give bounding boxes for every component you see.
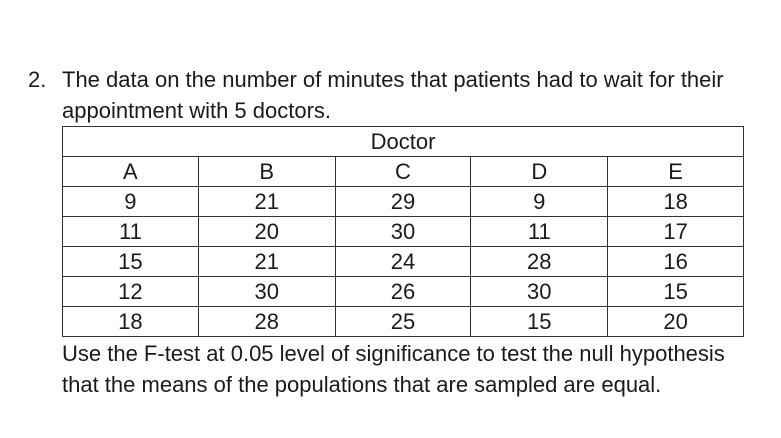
- table-cell: 26: [335, 277, 471, 307]
- column-header: A: [63, 157, 199, 187]
- table-cell: 20: [608, 307, 744, 337]
- table-cell: 20: [198, 217, 335, 247]
- table-cell: 28: [471, 247, 608, 277]
- table-cell: 9: [471, 187, 608, 217]
- table-cell: 15: [471, 307, 608, 337]
- table-cell: 15: [608, 277, 744, 307]
- table-row: [63, 277, 744, 307]
- table-row: [63, 217, 744, 247]
- problem-instruction: Use the F-test at 0.05 level of significance to test the null hypothesis that the means of the populations that are sampled are equal.: [62, 341, 725, 397]
- table-cell: 30: [471, 277, 608, 307]
- wait-time-table: [62, 126, 744, 337]
- column-header: C: [335, 157, 471, 187]
- table-cell: 18: [63, 307, 199, 337]
- column-header: E: [608, 157, 744, 187]
- group-header-doctor: Doctor: [63, 127, 744, 157]
- table-cell: 21: [198, 187, 335, 217]
- table-group-header-row: [63, 127, 744, 157]
- column-header: D: [471, 157, 608, 187]
- column-header: B: [198, 157, 335, 187]
- table-column-header-row: [63, 157, 744, 187]
- table-cell: 9: [63, 187, 199, 217]
- table-cell: 17: [608, 217, 744, 247]
- table-cell: 24: [335, 247, 471, 277]
- table-cell: 11: [471, 217, 608, 247]
- table-cell: 30: [335, 217, 471, 247]
- table-row: [63, 187, 744, 217]
- table-row: [63, 307, 744, 337]
- table-row: [63, 247, 744, 277]
- table-cell: 12: [63, 277, 199, 307]
- table-cell: 11: [63, 217, 199, 247]
- table-cell: 25: [335, 307, 471, 337]
- table-cell: 21: [198, 247, 335, 277]
- table-cell: 18: [608, 187, 744, 217]
- table-cell: 29: [335, 187, 471, 217]
- table-cell: 16: [608, 247, 744, 277]
- problem-number: 2.: [28, 67, 47, 92]
- table-cell: 15: [63, 247, 199, 277]
- problem-intro: The data on the number of minutes that patients had to wait for their appointment with 5 doctors.: [62, 67, 724, 123]
- table-cell: 30: [198, 277, 335, 307]
- table-cell: 28: [198, 307, 335, 337]
